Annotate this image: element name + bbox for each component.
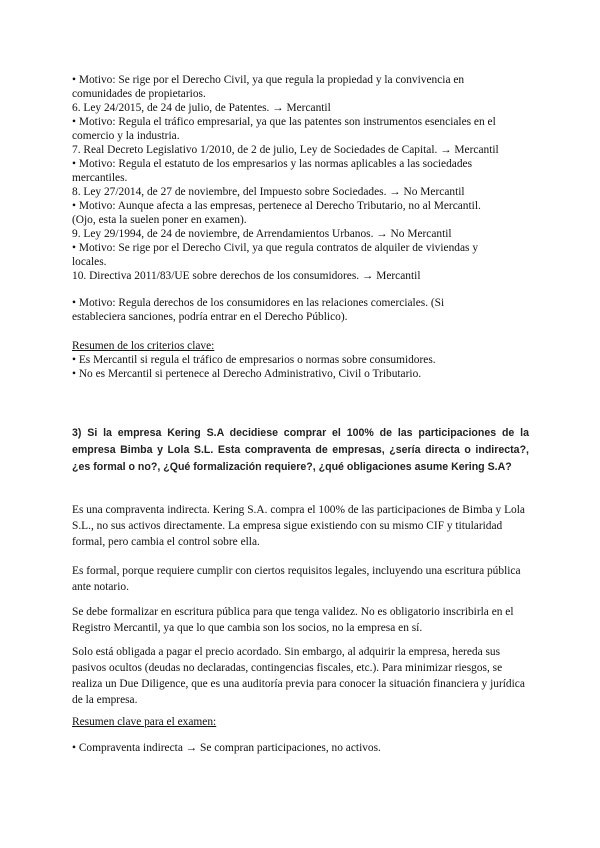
list-line: locales.	[72, 256, 107, 268]
law-classification-list	[72, 73, 532, 283]
criterios-title: Resumen de los criterios clave:	[72, 340, 215, 352]
resumen-title: Resumen clave para el examen:	[72, 716, 217, 728]
answer-paragraph: Es una compraventa indirecta. Kering S.A. compra el 100% de las participaciones de Bimba y Lola S.L., no sus activos directamente. La empresa sigue existiendo con su mismo CIF y titularidad formal, pero cambia el control sobre ella.	[72, 504, 525, 548]
motivo-10-block	[72, 296, 532, 324]
list-line: (Ojo, esta la suelen poner en examen).	[72, 214, 247, 226]
list-line: 7. Real Decreto Legislativo 1/2010, de 2 de julio, Ley de Sociedades de Capital. → Mercantil	[72, 144, 499, 156]
list-line: mercantiles.	[72, 172, 128, 184]
answer-paragraph: Es formal, porque requiere cumplir con ciertos requisitos legales, incluyendo una escritura pública ante notario.	[72, 565, 521, 593]
resumen-examen-title	[72, 715, 532, 729]
resumen-examen-list	[72, 741, 532, 755]
criterios-item: • No es Mercantil si pertenece al Derecho Administrativo, Civil o Tributario.	[72, 368, 422, 380]
list-line: comunidades de propietarios.	[72, 88, 206, 100]
list-line: • Motivo: Se rige por el Derecho Civil, ya que regula la propiedad y la convivencia en	[72, 74, 465, 86]
list-line: 10. Directiva 2011/83/UE sobre derechos de los consumidores. → Mercantil	[72, 270, 421, 282]
list-line: • Motivo: Regula el estatuto de los empresarios y las normas aplicables a las sociedades	[72, 158, 473, 170]
question-heading: 3) Si la empresa Kering S.A decidiese comprar el 100% de las participaciones de la empresa Bimba y Lola S.L. Esta compraventa de empresas, ¿sería directa o indirecta?, ¿es formal o no?, ¿Qué formalización requiere?, ¿qué obligaciones asume Kering S.A?	[72, 427, 529, 473]
list-line: • Motivo: Regula derechos de los consumidores en las relaciones comerciales. (Si	[72, 297, 445, 309]
list-line: • Motivo: Aunque afecta a las empresas, pertenece al Derecho Tributario, no al Mercantil.	[72, 200, 481, 212]
answer-paragraph: Solo está obligada a pagar el precio acordado. Sin embargo, al adquirir la empresa, hereda sus pasivos ocultos (deudas no declaradas, contingencias fiscales, etc.). Para minimizar riesgos, se realiza un Due Diligence, que es una auditoría previa para conocer la situación financiera y jurídica de la empresa.	[72, 646, 525, 706]
list-line: comercio y la industria.	[72, 130, 180, 142]
list-line: 9. Ley 29/1994, de 24 de noviembre, de Arrendamientos Urbanos. → No Mercantil	[72, 228, 452, 240]
list-line: 6. Ley 24/2015, de 24 de julio, de Patentes. → Mercantil	[72, 102, 331, 114]
criterios-summary	[72, 339, 532, 381]
criterios-item: • Es Mercantil si regula el tráfico de empresarios o normas sobre consumidores.	[72, 354, 436, 366]
list-line: 8. Ley 27/2014, de 27 de noviembre, del Impuesto sobre Sociedades. → No Mercantil	[72, 186, 465, 198]
list-line: estableciera sanciones, podría entrar en el Derecho Público).	[72, 311, 348, 323]
answer-paragraph: Se debe formalizar en escritura pública para que tenga validez. No es obligatorio inscribirla en el Registro Mercantil, ya que lo que cambia son los socios, no la empresa en sí.	[72, 606, 514, 634]
list-line: • Motivo: Regula el tráfico empresarial, ya que las patentes son instrumentos esenciales en el	[72, 116, 496, 128]
resumen-item: • Compraventa indirecta → Se compran participaciones, no activos.	[72, 742, 381, 754]
list-line: • Motivo: Se rige por el Derecho Civil, ya que regula contratos de alquiler de viviendas y	[72, 242, 479, 254]
